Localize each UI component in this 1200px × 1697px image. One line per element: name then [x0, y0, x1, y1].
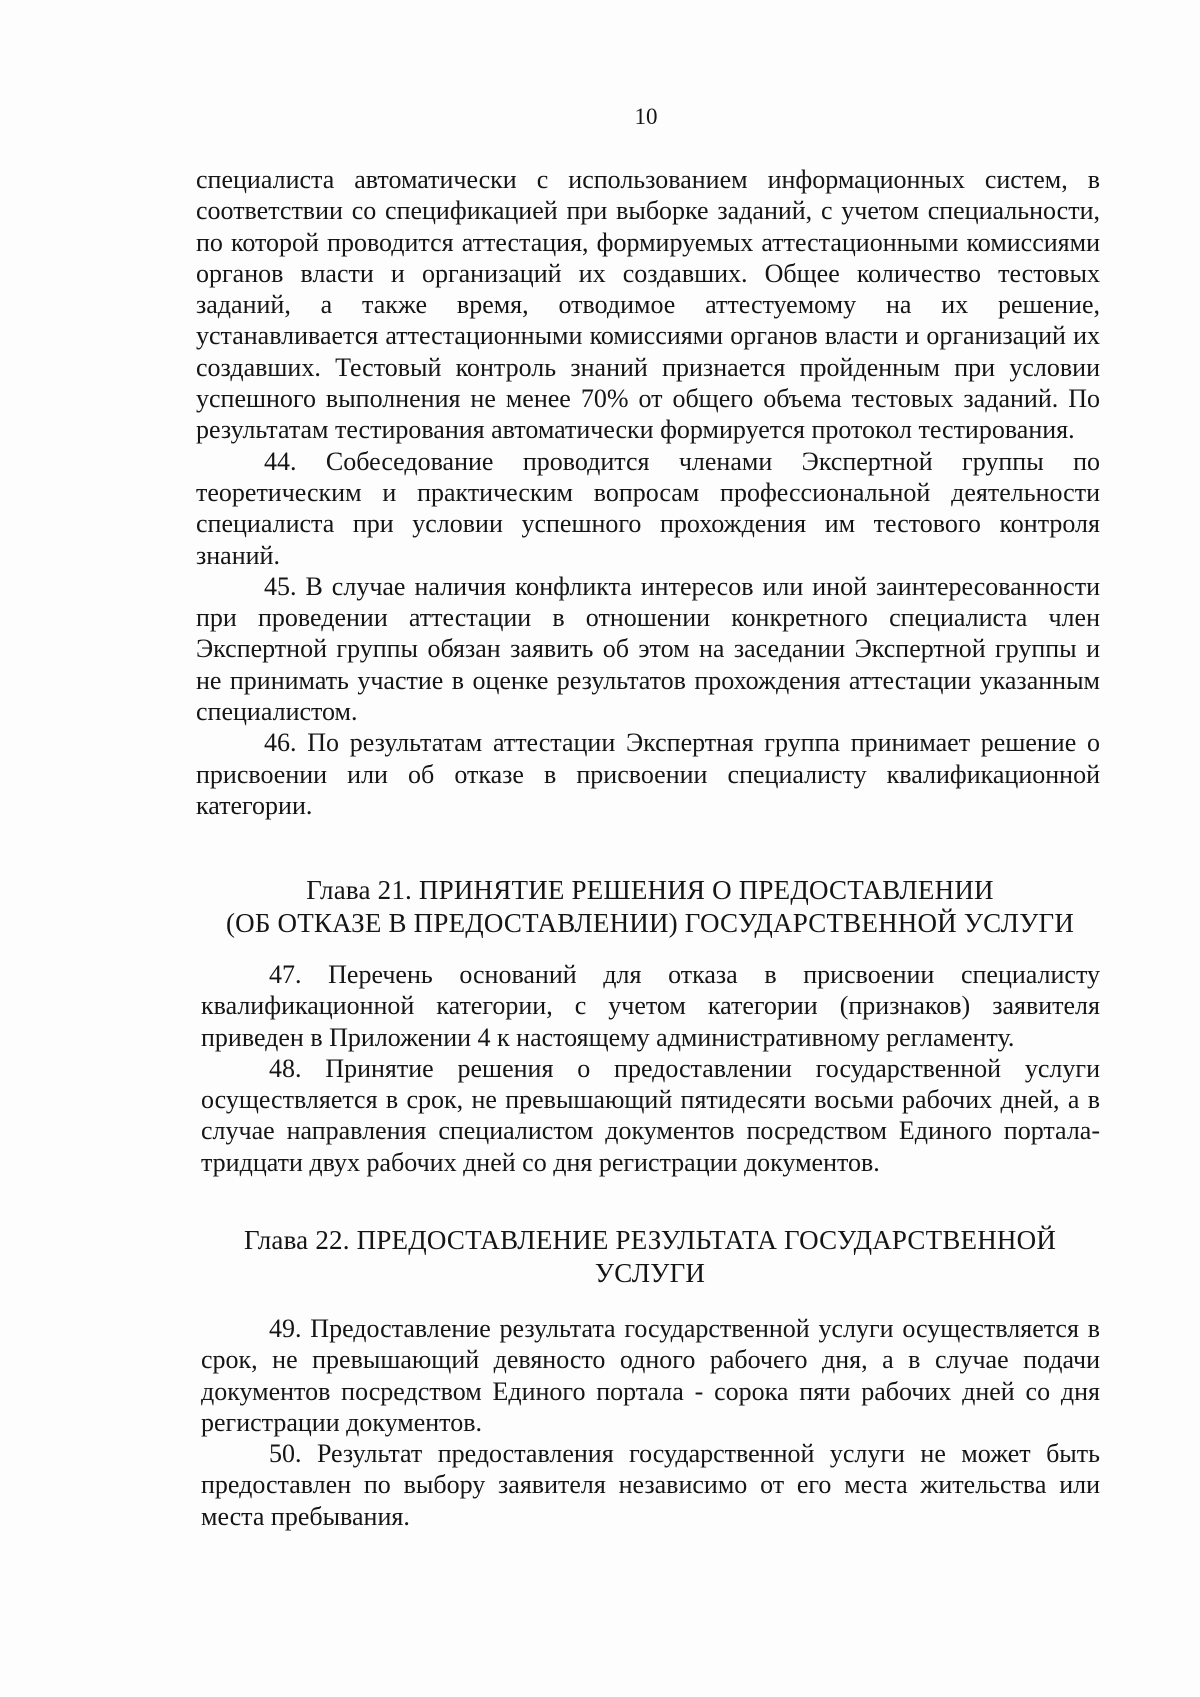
- page-number: 10: [634, 104, 658, 129]
- paragraph-50: 50. Результат предоставления государственной услуги не может быть предоставлен по выбору заявителя независимо от его места жительства или места пребывания.: [201, 1439, 1100, 1531]
- paragraph-continuation: специалиста автоматически с использованием информационных систем, в соответствии со спецификацией при выборке заданий, с учетом специальности, по которой проводится аттестация, формируемых аттестационными комиссиями органов власти и организаций их создавших. Общее количество тестовых заданий, а также время, отводимое аттестуемому на их решение, устанавливается аттестационными комиссиями органов власти и организаций их создавших. Тестовый контроль знаний признается пройденным при условии успешного выполнения не менее 70% от общего объема тестовых заданий. По результатам тестирования автоматически формируется протокол тестирования.: [196, 165, 1100, 445]
- chapter-21-heading: [200, 874, 1100, 940]
- chapter-21-title-line-1: Глава 21. ПРИНЯТИЕ РЕШЕНИЯ О ПРЕДОСТАВЛЕНИИ: [306, 875, 994, 905]
- section-attestation-text: [196, 164, 1100, 821]
- paragraph-49: 49. Предоставление результата государственной услуги осуществляется в срок, не превышающий девяносто одного рабочего дня, а в случае подачи документов посредством Единого портала - сорока пяти рабочих дней со дня регистрации документов.: [201, 1314, 1100, 1437]
- paragraph-48: 48. Принятие решения о предоставлении государственной услуги осуществляется в срок, не превышающий пятидесяти восьми рабочих дней, а в случае направления специалистом документов посредством Единого портала-тридцати двух рабочих дней со дня регистрации документов.: [201, 1053, 1100, 1177]
- paragraph-44: 44. Собеседование проводится членами Экспертной группы по теоретическим и практическим вопросам профессиональной деятельности специалиста при условии успешного прохождения им тестового контроля знаний.: [196, 446, 1100, 570]
- paragraph-47: 47. Перечень оснований для отказа в присвоении специалисту квалификационной категории, с учетом категории (признаков) заявителя приведен в Приложении 4 к настоящему административному регламенту.: [201, 960, 1100, 1052]
- paragraph-46: 46. По результатам аттестации Экспертная группа принимает решение о присвоении или об отказе в присвоении специалисту квалификационной категории.: [196, 728, 1100, 820]
- chapter-22-body: [201, 1313, 1100, 1532]
- chapter-21-body: [201, 959, 1100, 1178]
- chapter-21-title-line-2: (ОБ ОТКАЗЕ В ПРЕДОСТАВЛЕНИИ) ГОСУДАРСТВЕННОЙ УСЛУГИ: [225, 908, 1075, 938]
- chapter-22-title-line-2: УСЛУГИ: [594, 1258, 706, 1288]
- paragraph-45: 45. В случае наличия конфликта интересов или иной заинтересованности при проведении аттестации в отношении конкретного специалиста член Экспертной группы обязан заявить об этом на заседании Экспертной группы и не принимать участие в оценке результатов прохождения аттестации указанным специалистом.: [196, 571, 1100, 727]
- chapter-22-title-line-1: Глава 22. ПРЕДОСТАВЛЕНИЕ РЕЗУЛЬТАТА ГОСУДАРСТВЕННОЙ: [243, 1225, 1057, 1255]
- chapter-22-heading: [200, 1224, 1100, 1290]
